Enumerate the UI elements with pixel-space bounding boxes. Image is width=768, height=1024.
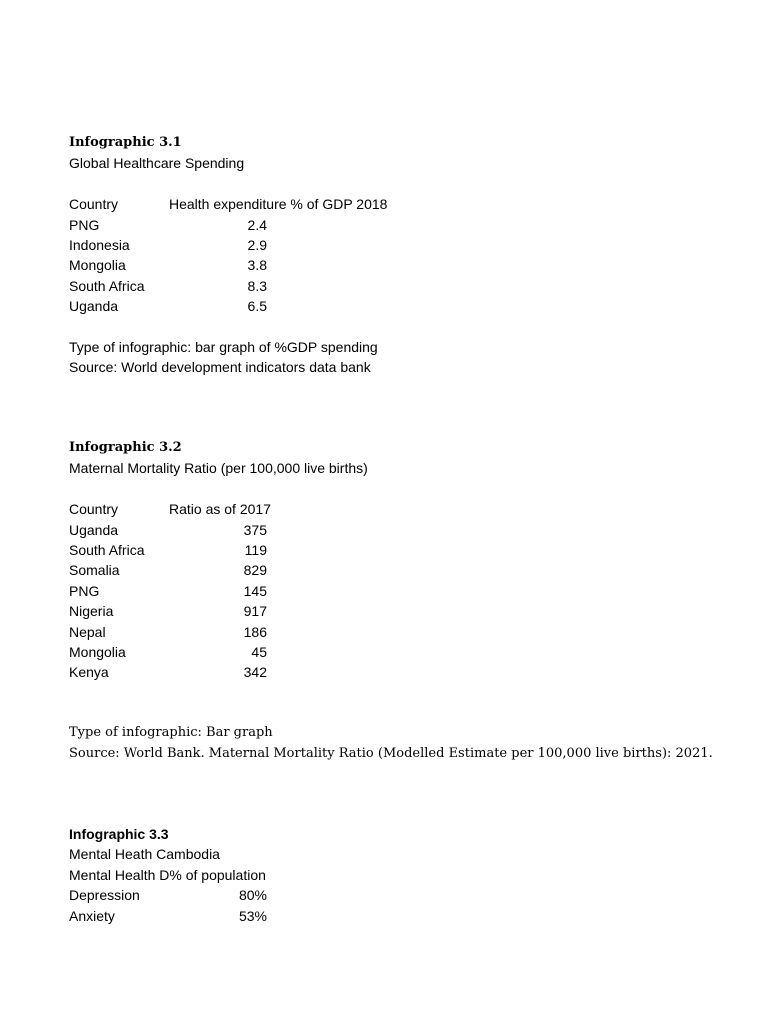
value-cell: 80%: [238, 887, 267, 904]
value-cell: 53%: [238, 907, 267, 924]
value-cell: 186: [243, 623, 267, 640]
value-cell: 375: [243, 521, 267, 538]
value-cell: 2.9: [247, 236, 267, 253]
column-header-country: Country: [69, 501, 119, 518]
value-cell: 6.5: [247, 298, 267, 315]
section-subtitle: Mental Heath Cambodia: [69, 846, 220, 863]
section-subtitle: Global Healthcare Spending: [69, 155, 245, 172]
table-row: [69, 662, 713, 682]
table-header: [69, 499, 713, 519]
table-row: [69, 520, 713, 540]
value-cell: 8.3: [247, 277, 267, 294]
country-cell: Kenya: [69, 664, 109, 681]
country-cell: PNG: [69, 216, 100, 233]
section-heading: Infographic 3.2: [69, 440, 182, 455]
table-row: [69, 276, 378, 296]
country-cell: South Africa: [69, 277, 145, 294]
section-subtitle: Maternal Mortality Ratio (per 100,000 live births): [69, 460, 368, 477]
infographic-type-note: Type of infographic: bar graph of %GDP spending: [69, 338, 378, 355]
source-note: Source: World development indicators data bank: [69, 359, 371, 376]
value-cell: 2.4: [247, 216, 267, 233]
country-cell: Mongolia: [69, 643, 126, 660]
value-cell: 45: [251, 643, 267, 660]
infographic-type-note: Type of infographic: Bar graph: [69, 725, 273, 741]
country-cell: Nigeria: [69, 603, 114, 620]
table-row: [69, 296, 378, 316]
table-row: [69, 642, 713, 662]
table-row: [69, 215, 378, 235]
column-header-value: Ratio as of 2017: [169, 501, 271, 518]
country-cell: PNG: [69, 582, 100, 599]
value-cell: 145: [243, 582, 267, 599]
table-row: [69, 235, 378, 255]
table-row: [69, 540, 713, 560]
table-row: [69, 622, 713, 642]
section-subtitle-2: Mental Health D% of population: [69, 866, 266, 883]
table-row: [69, 885, 266, 905]
country-cell: South Africa: [69, 541, 145, 558]
table-header: [69, 194, 388, 214]
table-row: [69, 906, 266, 926]
label-cell: Depression: [69, 887, 140, 904]
infographic-3-3-section: [69, 824, 266, 926]
table-row: [69, 255, 378, 275]
section-heading: Infographic 3.1: [69, 135, 182, 150]
label-cell: Anxiety: [69, 907, 115, 924]
country-cell: Uganda: [69, 521, 119, 538]
value-cell: 917: [243, 603, 267, 620]
country-cell: Indonesia: [69, 236, 130, 253]
table-row: [69, 560, 713, 580]
value-cell: 3.8: [247, 257, 267, 274]
section-heading: Infographic 3.3: [69, 826, 169, 842]
value-cell: 829: [243, 562, 267, 579]
country-cell: Somalia: [69, 562, 120, 579]
infographic-3-2-section: [69, 438, 713, 764]
country-cell: Nepal: [69, 623, 106, 640]
infographic-3-1-section: [69, 133, 388, 378]
table-row: [69, 601, 713, 621]
column-header-value: Health expenditure % of GDP 2018: [169, 196, 388, 213]
source-note: Source: World Bank. Maternal Mortality Ratio (Modelled Estimate per 100,000 live births): 2021.: [69, 745, 713, 761]
country-cell: Uganda: [69, 298, 119, 315]
column-header-country: Country: [69, 196, 119, 213]
country-cell: Mongolia: [69, 257, 126, 274]
value-cell: 342: [243, 664, 267, 681]
table-row: [69, 581, 713, 601]
value-cell: 119: [244, 541, 267, 558]
